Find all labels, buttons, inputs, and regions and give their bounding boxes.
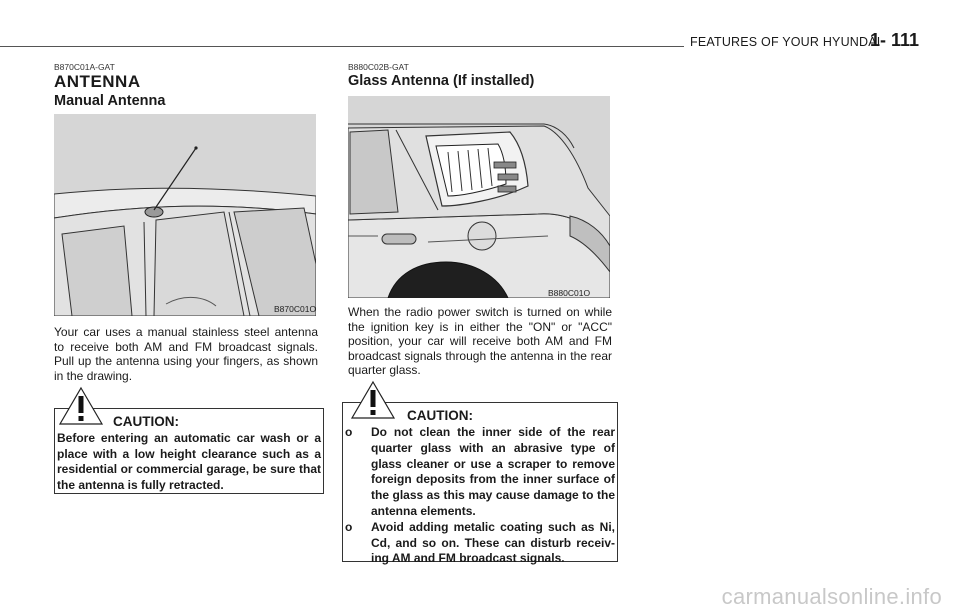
glass-antenna-illustration xyxy=(348,96,610,298)
figure-label: B870C01O xyxy=(274,304,317,314)
exclamation-triangle-icon xyxy=(58,386,104,426)
caution-list-item xyxy=(345,425,615,520)
exclamation-triangle-icon xyxy=(350,380,396,420)
caution-box xyxy=(342,402,618,566)
manual-antenna-illustration xyxy=(54,114,316,316)
caution-title: CAUTION: xyxy=(113,414,179,429)
list-bullet: o xyxy=(345,519,353,534)
figure-label: B880C01O xyxy=(548,288,591,298)
caution-text: Before entering an automatic car wash or a place with a low height clearance such as a residential or commercial garage, be sure that the antenna is fully retracted. xyxy=(57,431,321,492)
list-bullet: o xyxy=(345,425,353,439)
page-number: 1- 111 xyxy=(870,30,920,50)
rear-quarter-glass-drawing xyxy=(348,96,610,298)
car-roof-antenna-drawing xyxy=(54,114,316,316)
running-header-title: FEATURES OF YOUR HYUNDAI xyxy=(690,35,881,49)
watermark: carmanualsonline.info xyxy=(721,584,942,609)
caution-list xyxy=(345,425,615,567)
glass-antenna-description: When the radio power switch is turned on while the ignition key is in either the "ON" or "ACC" position, your car will receive both AM and FM broadcast signals through the antenna in the rear quarter glass. xyxy=(348,305,612,378)
subsection-heading: Manual Antenna xyxy=(54,93,166,109)
manual-antenna-description: Your car uses a manual stainless steel antenna to receive both AM and FM broadcast signals. Pull up the antenna using your fingers, as shown in the drawing. xyxy=(54,325,318,383)
caution-item-text: Do not clean the inner side of the rear quarter glass with an abrasive type of glass cleaner or use a scraper to remove foreign deposits from the inner surface of the glass as this may cause damage to the antenna elements. xyxy=(371,425,615,518)
header-rule xyxy=(0,46,684,47)
section-code: B880C02B-GAT xyxy=(348,62,409,72)
caution-title: CAUTION: xyxy=(407,408,473,423)
section-heading: Glass Antenna (If installed) xyxy=(348,73,535,89)
caution-list-item xyxy=(345,520,615,567)
section-code: B870C01A-GAT xyxy=(54,62,115,72)
caution-item-text: Avoid adding metalic coating such as Ni, Cd, and so on. These can disturb receiv- ing AM and FM broadcast signals. xyxy=(371,519,615,566)
section-heading: ANTENNA xyxy=(54,72,141,91)
